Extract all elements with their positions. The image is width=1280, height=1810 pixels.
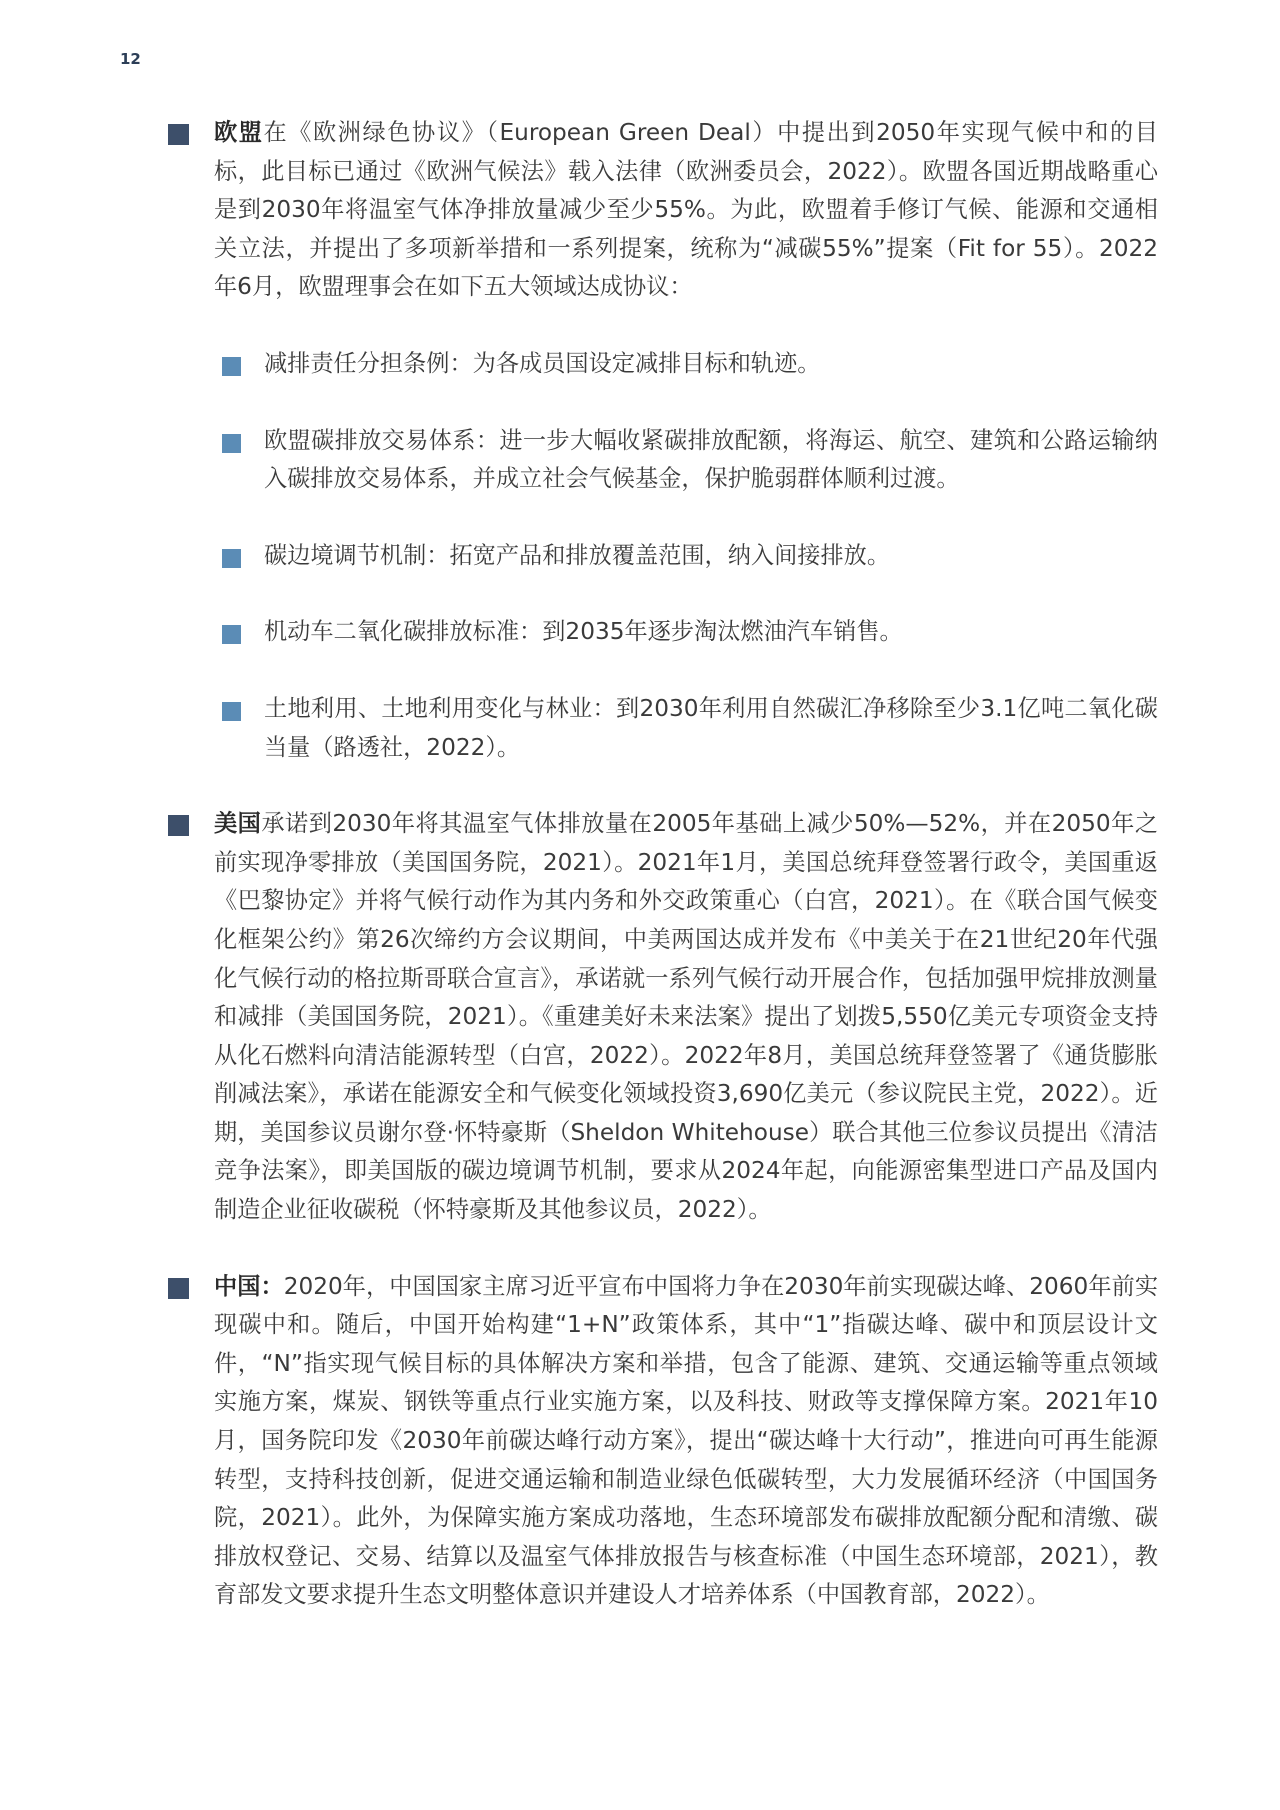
square-bullet-icon bbox=[168, 124, 189, 145]
list-item-text: 机动车二氧化碳排放标准：到2035年逐步淘汰燃油汽车销售。 bbox=[264, 618, 903, 646]
list-item bbox=[168, 537, 1158, 576]
list-item-text: 欧盟碳排放交易体系：进一步大幅收紧碳排放配额，将海运、航空、建筑和公路运输纳入碳排放交易体系，并成立社会气候基金，保护脆弱群体顺利过渡。 bbox=[264, 426, 1158, 493]
list-item bbox=[168, 613, 1158, 652]
list-item bbox=[168, 422, 1158, 499]
eu-agreement-list bbox=[168, 345, 1158, 767]
section-china-heading: 中国： bbox=[214, 1272, 284, 1300]
list-item-text: 土地利用、土地利用变化与林业：到2030年利用自然碳汇净移除至少3.1亿吨二氧化碳当量（路透社，2022）。 bbox=[264, 694, 1158, 761]
document-body bbox=[168, 114, 1158, 1615]
page-number: 12 bbox=[120, 50, 141, 68]
section-china-text: 2020年，中国国家主席习近平宣布中国将力争在2030年前实现碳达峰、2060年前实现碳中和。随后，中国开始构建“1+N”政策体系，其中“1”指碳达峰、碳中和顶层设计文件，“N”指实现气候目标的具体解决方案和举措，包含了能源、建筑、交通运输等重点领域实施方案，煤炭、钢铁等重点行业实施方案，以及科技、财政等支撑保障方案。2021年10月，国务院印发《2030年前碳达峰行动方案》，提出“碳达峰十大行动”，推进向可再生能源转型，支持科技创新，促进交通运输和制造业绿色低碳转型，大力发展循环经济（中国国务院，2021）。此外，为保障实施方案成功落地，生态环境部发布碳排放配额分配和清缴、碳排放权登记、交易、结算以及温室气体排放报告与核查标准（中国生态环境部，2021），教育部发文要求提升生态文明整体意识并建设人才培养体系（中国教育部，2022）。 bbox=[214, 1272, 1159, 1609]
square-bullet-icon bbox=[222, 702, 241, 721]
section-us-text: 承诺到2030年将其温室气体排放量在2005年基础上减少50%—52%，并在2050年之前实现净零排放（美国国务院，2021）。2021年1月，美国总统拜登签署行政令，美国重返《巴黎协定》并将气候行动作为其内务和外交政策重心（白宫，2021）。在《联合国气候变化框架公约》第26次缔约方会议期间，中美两国达成并发布《中美关于在21世纪20年代强化气候行动的格拉斯哥联合宣言》，承诺就一系列气候行动开展合作，包括加强甲烷排放测量和减排（美国国务院，2021）。《重建美好未来法案》提出了划拨5,550亿美元专项资金支持从化石燃料向清洁能源转型（白宫，2022）。2022年8月，美国总统拜登签署了《通货膨胀削减法案》，承诺在能源安全和气候变化领域投资3,690亿美元（参议院民主党，2022）。近期，美国参议员谢尔登·怀特豪斯（Sheldon Whitehouse）联合其他三位参议员提出《清洁竞争法案》，即美国版的碳边境调节机制，要求从2024年起，向能源密集型进口产品及国内制造企业征收碳税（怀特豪斯及其他参议员，2022）。 bbox=[214, 810, 1159, 1224]
section-us-paragraph bbox=[214, 805, 1158, 1230]
section-eu-heading: 欧盟 bbox=[214, 119, 264, 146]
square-bullet-icon bbox=[222, 625, 241, 644]
square-bullet-icon bbox=[168, 815, 189, 836]
square-bullet-icon bbox=[222, 549, 241, 568]
list-item-text: 碳边境调节机制：拓宽产品和排放覆盖范围，纳入间接排放。 bbox=[264, 541, 891, 569]
section-us-heading: 美国 bbox=[214, 810, 262, 838]
list-item bbox=[168, 690, 1158, 767]
square-bullet-icon bbox=[222, 434, 241, 453]
square-bullet-icon bbox=[168, 1278, 189, 1299]
section-china-paragraph bbox=[214, 1268, 1158, 1615]
square-bullet-icon bbox=[222, 357, 241, 376]
section-china bbox=[168, 1268, 1158, 1615]
section-eu bbox=[168, 114, 1158, 307]
section-eu-paragraph bbox=[214, 114, 1158, 307]
list-item-text: 减排责任分担条例：为各成员国设定减排目标和轨迹。 bbox=[264, 349, 821, 377]
section-eu-text: 在《欧洲绿色协议》（European Green Deal）中提出到2050年实现气候中和的目标，此目标已通过《欧洲气候法》载入法律（欧洲委员会，2022）。欧盟各国近期战略重心是到2030年将温室气体净排放量减少至少55%。为此，欧盟着手修订气候、能源和交通相关立法，并提出了多项新举措和一系列提案，统称为“减碳55%”提案（Fit for 55）。2022年6月，欧盟理事会在如下五大领域达成协议： bbox=[214, 119, 1159, 301]
list-item bbox=[168, 345, 1158, 384]
section-us bbox=[168, 805, 1158, 1230]
